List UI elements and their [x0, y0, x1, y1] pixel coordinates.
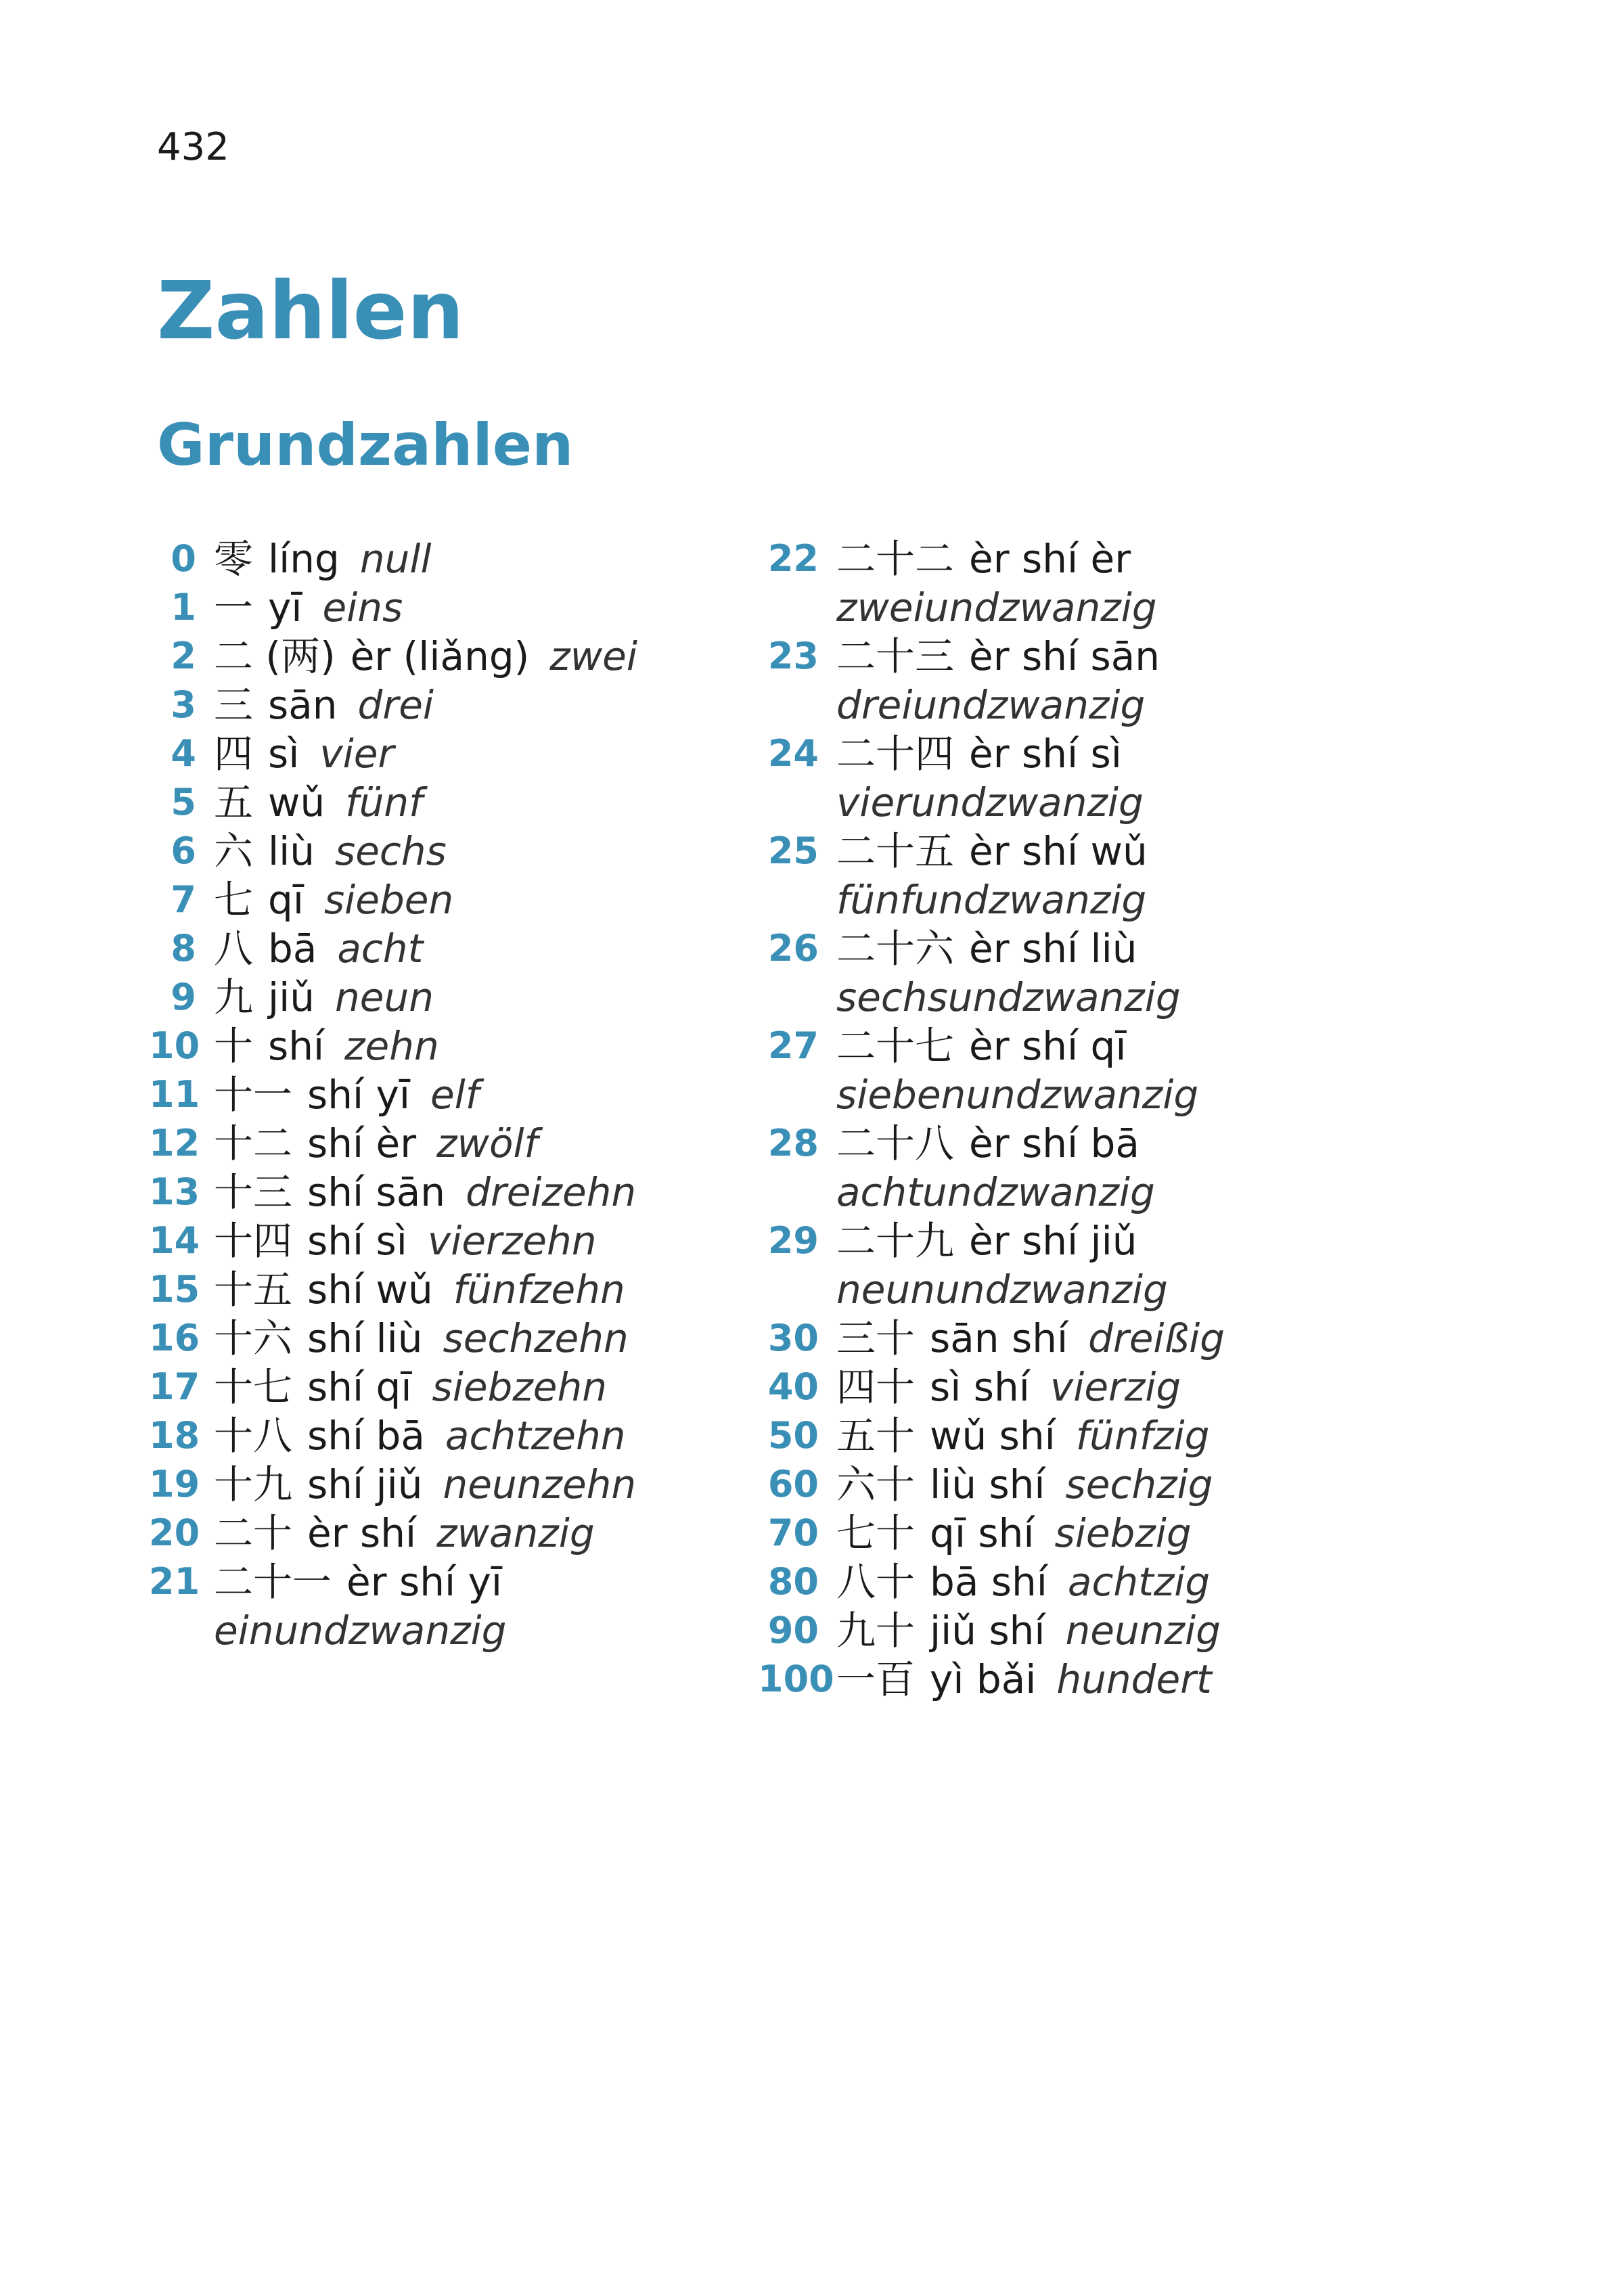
hanzi-text: 十八 — [214, 1413, 293, 1459]
list-item — [758, 1022, 1367, 1119]
pinyin-text: wǔ shí — [930, 1413, 1056, 1459]
list-item — [149, 778, 744, 827]
entry-body — [214, 1217, 744, 1265]
entry-number: 100 — [758, 1658, 834, 1700]
hanzi-text: 十九 — [214, 1461, 293, 1507]
entry-number: 19 — [149, 1463, 200, 1505]
entry-body — [836, 1606, 1367, 1655]
list-item — [149, 1119, 744, 1168]
german-word: vier — [319, 731, 394, 777]
german-word: neun — [335, 974, 434, 1020]
number-list-right — [758, 535, 1367, 1704]
hanzi-text: 零 — [214, 536, 254, 582]
german-word: dreizehn — [466, 1169, 637, 1215]
german-word: dreißig — [1088, 1315, 1225, 1361]
pinyin-text: bā shí — [930, 1559, 1047, 1605]
hanzi-text: 二十三 — [836, 633, 955, 679]
pinyin-text: yī — [268, 585, 302, 631]
pinyin-text: liù — [268, 828, 315, 874]
pinyin-text: shí sān — [307, 1169, 446, 1215]
entry-body — [214, 681, 744, 729]
entry-number: 22 — [767, 537, 819, 580]
hanzi-text: 四十 — [836, 1364, 916, 1410]
pinyin-text: sān — [268, 682, 338, 728]
german-word: vierzehn — [427, 1218, 597, 1264]
entry-number: 13 — [149, 1171, 200, 1213]
entry-number: 29 — [767, 1219, 819, 1262]
entry-number: 0 — [171, 537, 196, 580]
german-word: vierundzwanzig — [836, 779, 1144, 825]
pinyin-text: shí jiǔ — [307, 1461, 423, 1507]
pinyin-text: èr shí èr — [969, 536, 1131, 582]
german-word: sechs — [335, 828, 447, 874]
list-item — [758, 632, 1367, 729]
list-item — [149, 535, 744, 583]
german-word: zwölf — [436, 1120, 538, 1166]
list-item — [149, 1411, 744, 1460]
hanzi-text: 二十八 — [836, 1120, 955, 1166]
hanzi-text: 七 — [214, 877, 254, 923]
hanzi-text: 十六 — [214, 1315, 293, 1361]
hanzi-text: 一 — [214, 585, 254, 631]
list-item — [149, 583, 744, 632]
list-item — [758, 924, 1367, 1022]
entry-body — [214, 632, 744, 681]
hanzi-text: 十 — [214, 1023, 254, 1069]
list-item — [149, 681, 744, 729]
pinyin-text: èr (liǎng) — [350, 633, 530, 679]
german-word: sechsundzwanzig — [836, 974, 1181, 1020]
list-item — [758, 535, 1367, 632]
list-item — [758, 827, 1367, 924]
entry-body — [214, 729, 744, 778]
entry-body — [214, 924, 744, 973]
entry-number: 60 — [767, 1463, 819, 1505]
entry-number: 80 — [767, 1560, 819, 1603]
german-word: null — [359, 536, 432, 582]
pinyin-text: shí yī — [307, 1072, 410, 1118]
entry-number: 27 — [767, 1024, 819, 1067]
pinyin-text: èr shí qī — [969, 1023, 1127, 1069]
list-item — [758, 1314, 1367, 1363]
pinyin-text: qī shí — [930, 1510, 1035, 1556]
german-word: achtzehn — [445, 1413, 626, 1459]
pinyin-text: èr shí sì — [969, 731, 1122, 777]
german-word: fünfzig — [1075, 1413, 1210, 1459]
german-word: neunzehn — [443, 1461, 637, 1507]
hanzi-text: 二 (两) — [214, 633, 336, 679]
german-word: zweiundzwanzig — [836, 585, 1157, 631]
list-item — [149, 1265, 744, 1314]
pinyin-text: shí qī — [307, 1364, 412, 1410]
entry-body — [214, 1168, 744, 1217]
list-item — [149, 1022, 744, 1070]
hanzi-text: 一百 — [836, 1656, 916, 1702]
entry-number: 21 — [149, 1560, 200, 1603]
entry-body — [214, 1460, 744, 1509]
entry-body — [836, 1655, 1367, 1704]
entry-body — [836, 729, 1367, 827]
entry-number: 25 — [767, 830, 819, 872]
pinyin-text: èr shí — [307, 1510, 417, 1556]
pinyin-text: èr shí jiǔ — [969, 1218, 1137, 1264]
entry-number: 1 — [171, 586, 196, 629]
entry-body — [836, 1411, 1367, 1460]
german-word: siebzig — [1054, 1510, 1192, 1556]
entry-number: 9 — [171, 976, 196, 1018]
hanzi-text: 二十 — [214, 1510, 293, 1556]
pinyin-text: liù shí — [930, 1461, 1045, 1507]
hanzi-text: 三十 — [836, 1315, 916, 1361]
german-word: siebenundzwanzig — [836, 1072, 1199, 1118]
entry-number: 4 — [171, 732, 196, 775]
entry-number: 12 — [149, 1122, 200, 1164]
entry-number: 40 — [767, 1365, 819, 1408]
list-item — [758, 1217, 1367, 1314]
list-item — [149, 1509, 744, 1558]
hanzi-text: 七十 — [836, 1510, 916, 1556]
hanzi-text: 十七 — [214, 1364, 293, 1410]
entry-body — [836, 1363, 1367, 1411]
entry-number: 50 — [767, 1414, 819, 1457]
entry-number: 20 — [149, 1512, 200, 1554]
list-item — [758, 1509, 1367, 1558]
pinyin-text: jiǔ — [268, 974, 315, 1020]
hanzi-text: 六 — [214, 828, 254, 874]
hanzi-text: 八 — [214, 926, 254, 972]
entry-body — [214, 535, 744, 583]
pinyin-text: shí liù — [307, 1315, 423, 1361]
entry-number: 23 — [767, 635, 819, 677]
hanzi-text: 二十四 — [836, 731, 955, 777]
entry-body — [836, 1217, 1367, 1314]
german-word: elf — [430, 1072, 480, 1118]
number-list-left — [149, 535, 744, 1655]
entry-number: 10 — [149, 1024, 200, 1067]
entry-number: 7 — [171, 878, 196, 921]
entry-body — [836, 632, 1367, 729]
entry-number: 2 — [171, 635, 196, 677]
entry-number: 17 — [149, 1365, 200, 1408]
entry-body — [214, 1558, 744, 1655]
german-word: fünfzehn — [453, 1267, 625, 1313]
list-item — [149, 924, 744, 973]
german-word: hundert — [1056, 1656, 1212, 1702]
entry-number: 16 — [149, 1317, 200, 1359]
pinyin-text: èr shí liù — [969, 926, 1137, 972]
pinyin-text: shí bā — [307, 1413, 425, 1459]
german-word: zwei — [549, 633, 637, 679]
entry-body — [214, 1411, 744, 1460]
hanzi-text: 二十一 — [214, 1559, 332, 1605]
german-word: zehn — [344, 1023, 439, 1069]
entry-body — [836, 1314, 1367, 1363]
entry-body — [214, 876, 744, 924]
entry-number: 11 — [149, 1073, 200, 1116]
section-heading: Grundzahlen — [157, 411, 574, 479]
list-item — [758, 729, 1367, 827]
pinyin-text: wǔ — [268, 779, 325, 825]
german-word: einundzwanzig — [214, 1608, 507, 1654]
entry-body — [836, 1022, 1367, 1119]
german-word: acht — [337, 926, 424, 972]
german-word: drei — [357, 682, 434, 728]
german-word: fünf — [345, 779, 423, 825]
hanzi-text: 十四 — [214, 1218, 293, 1264]
pinyin-text: shí sì — [307, 1218, 407, 1264]
german-word: dreiundzwanzig — [836, 682, 1146, 728]
entry-body — [214, 1119, 744, 1168]
entry-number: 18 — [149, 1414, 200, 1457]
pinyin-text: líng — [268, 536, 340, 582]
entry-body — [836, 924, 1367, 1022]
pinyin-text: èr shí yī — [346, 1559, 502, 1605]
entry-body — [214, 583, 744, 632]
list-item — [149, 973, 744, 1022]
list-item — [149, 876, 744, 924]
entry-body — [214, 1265, 744, 1314]
pinyin-text: sì shí — [930, 1364, 1030, 1410]
pinyin-text: èr shí sān — [969, 633, 1160, 679]
list-item — [758, 1363, 1367, 1411]
entry-body — [836, 827, 1367, 924]
list-item — [758, 1606, 1367, 1655]
page-title: Zahlen — [157, 264, 464, 357]
pinyin-text: èr shí wǔ — [969, 828, 1148, 874]
list-item — [149, 1070, 744, 1119]
entry-number: 3 — [171, 683, 196, 726]
entry-number: 24 — [767, 732, 819, 775]
pinyin-text: jiǔ shí — [930, 1608, 1045, 1654]
hanzi-text: 六十 — [836, 1461, 916, 1507]
hanzi-text: 二十六 — [836, 926, 955, 972]
pinyin-text: sān shí — [930, 1315, 1068, 1361]
entry-number: 28 — [767, 1122, 819, 1164]
german-word: siebzehn — [432, 1364, 607, 1410]
hanzi-text: 八十 — [836, 1559, 916, 1605]
hanzi-text: 五十 — [836, 1413, 916, 1459]
entry-body — [214, 827, 744, 876]
hanzi-text: 九 — [214, 974, 254, 1020]
hanzi-text: 二十七 — [836, 1023, 955, 1069]
hanzi-text: 二十二 — [836, 536, 955, 582]
list-item — [758, 1558, 1367, 1606]
entry-body — [836, 535, 1367, 632]
pinyin-text: bā — [268, 926, 317, 972]
entry-number: 30 — [767, 1317, 819, 1359]
entry-body — [836, 1509, 1367, 1558]
page-number: 432 — [157, 125, 229, 169]
list-item — [149, 1168, 744, 1217]
entry-body — [836, 1460, 1367, 1509]
list-item — [149, 729, 744, 778]
entry-number: 6 — [171, 830, 196, 872]
german-word: achtzig — [1067, 1559, 1211, 1605]
entry-body — [836, 1119, 1367, 1217]
list-item — [149, 827, 744, 876]
hanzi-text: 九十 — [836, 1608, 916, 1654]
list-item — [758, 1411, 1367, 1460]
german-word: zwanzig — [436, 1510, 595, 1556]
list-item — [149, 1460, 744, 1509]
list-item — [758, 1655, 1367, 1704]
german-word: vierzig — [1050, 1364, 1181, 1410]
hanzi-text: 十三 — [214, 1169, 293, 1215]
entry-number: 8 — [171, 927, 196, 970]
entry-body — [214, 1314, 744, 1363]
pinyin-text: qī — [268, 877, 304, 923]
entry-number: 14 — [149, 1219, 200, 1262]
entry-number: 90 — [767, 1609, 819, 1652]
list-item — [149, 1217, 744, 1265]
pinyin-text: shí — [268, 1023, 325, 1069]
entry-number: 70 — [767, 1512, 819, 1554]
entry-body — [836, 1558, 1367, 1606]
german-word: neunzig — [1065, 1608, 1221, 1654]
german-word: sechzig — [1065, 1461, 1213, 1507]
entry-body — [214, 1022, 744, 1070]
german-word: eins — [322, 585, 403, 631]
entry-body — [214, 778, 744, 827]
hanzi-text: 三 — [214, 682, 254, 728]
entry-body — [214, 973, 744, 1022]
entry-body — [214, 1070, 744, 1119]
pinyin-text: shí wǔ — [307, 1267, 433, 1313]
german-word: sechzehn — [443, 1315, 629, 1361]
hanzi-text: 十五 — [214, 1267, 293, 1313]
list-item — [149, 632, 744, 681]
hanzi-text: 二十五 — [836, 828, 955, 874]
entry-number: 15 — [149, 1268, 200, 1311]
hanzi-text: 五 — [214, 779, 254, 825]
hanzi-text: 十一 — [214, 1072, 293, 1118]
german-word: achtundzwanzig — [836, 1169, 1155, 1215]
entry-body — [214, 1509, 744, 1558]
german-word: neunundzwanzig — [836, 1267, 1168, 1313]
list-item — [758, 1119, 1367, 1217]
german-word: sieben — [323, 877, 454, 923]
list-item — [149, 1363, 744, 1411]
entry-number: 5 — [171, 781, 196, 823]
list-item — [149, 1314, 744, 1363]
german-word: fünfundzwanzig — [836, 877, 1147, 923]
hanzi-text: 四 — [214, 731, 254, 777]
hanzi-text: 十二 — [214, 1120, 293, 1166]
pinyin-text: èr shí bā — [969, 1120, 1140, 1166]
list-item — [758, 1460, 1367, 1509]
entry-body — [214, 1363, 744, 1411]
entry-number: 26 — [767, 927, 819, 970]
list-item — [149, 1558, 744, 1655]
hanzi-text: 二十九 — [836, 1218, 955, 1264]
pinyin-text: sì — [268, 731, 300, 777]
pinyin-text: shí èr — [307, 1120, 417, 1166]
pinyin-text: yì bǎi — [930, 1656, 1037, 1702]
